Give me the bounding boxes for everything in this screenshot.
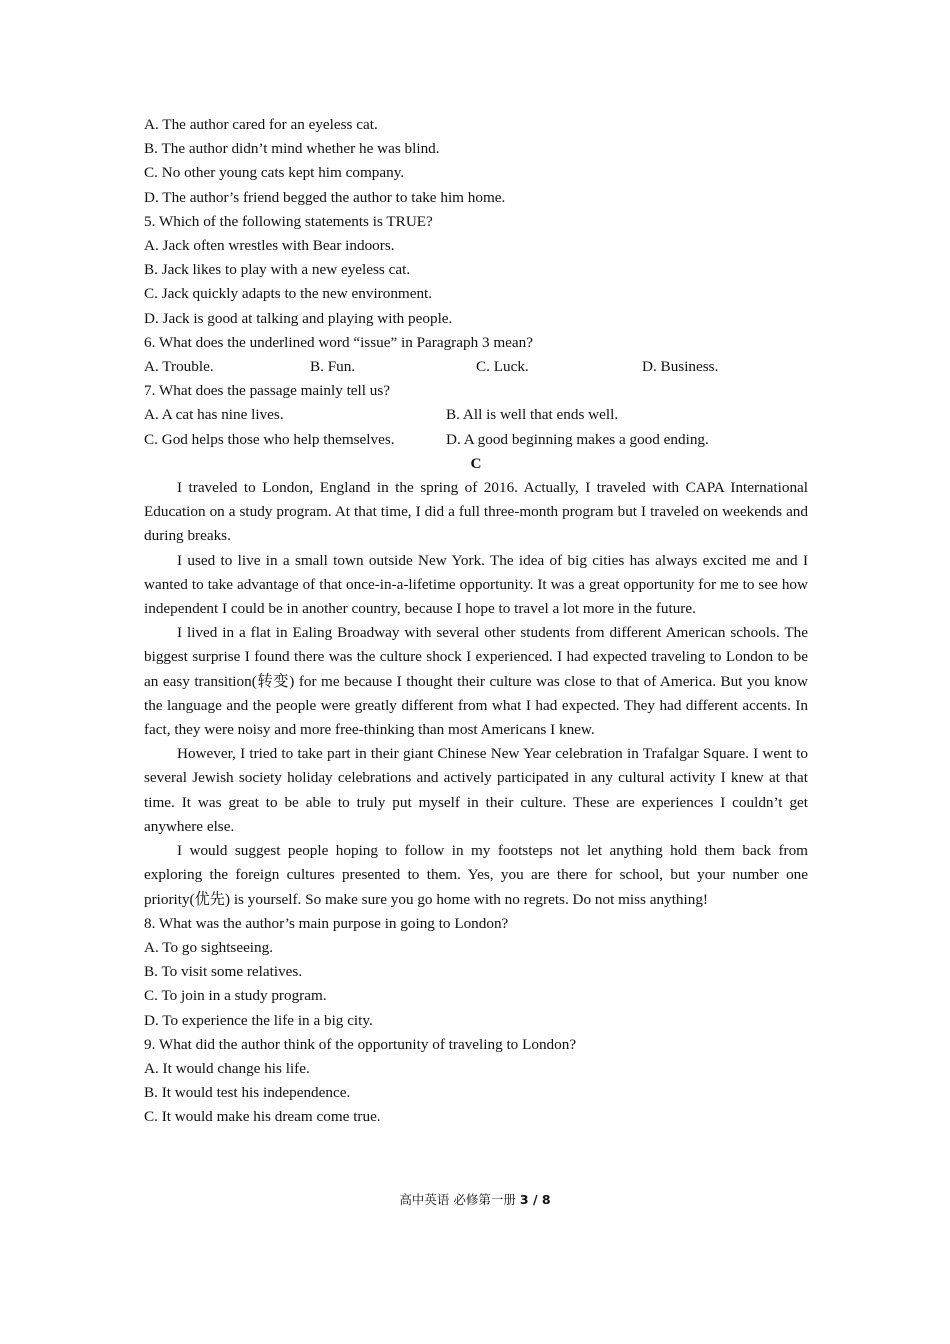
- q7-options-row1: [144, 403, 808, 427]
- q6-option-c: C. Luck.: [476, 358, 529, 376]
- q9-option-b: B. It would test his independence.: [144, 1084, 351, 1102]
- q7-options-row2: [144, 428, 808, 452]
- q5-question: 5. Which of the following statements is TRUE?: [144, 212, 433, 230]
- q4-option-c: C. No other young cats kept him company.: [144, 164, 405, 182]
- q8-option-b: B. To visit some relatives.: [144, 963, 303, 981]
- q7-question: 7. What does the passage mainly tell us?: [144, 382, 391, 400]
- q9-option-c: C. It would make his dream come true.: [144, 1108, 381, 1126]
- q9-question: 9. What did the author think of the opportunity of traveling to London?: [144, 1035, 577, 1053]
- q7-option-c: C. God helps those who help themselves.: [144, 430, 395, 448]
- q8-question: 8. What was the author’s main purpose in going to London?: [144, 914, 509, 932]
- q4-option-a: A. The author cared for an eyeless cat.: [144, 116, 378, 133]
- q7-option-a: A. A cat has nine lives.: [144, 406, 284, 424]
- q8-option-a: A. To go sightseeing.: [144, 938, 274, 956]
- page-number: 3 / 8: [519, 1192, 551, 1207]
- q4-option-b: B. The author didn’t mind whether he was blind.: [144, 140, 440, 158]
- q6-question: 6. What does the underlined word “issue” in Paragraph 3 mean?: [144, 333, 533, 351]
- q8-option-d: D. To experience the life in a big city.: [144, 1011, 373, 1029]
- passage-paragraph: I lived in a flat in Ealing Broadway with several other students from different American schools. The biggest surprise I found there was the culture shock I experienced. I had expected traveling to London to be an easy transition(转变) for me because I thought their culture was close to that of America. But you know the language and the people were greatly different from what I had expected. They had different accents. In fact, they were noisy and more free-thinking than most Americans I knew.: [144, 624, 808, 739]
- document-page: [144, 113, 808, 1130]
- passage-paragraph: I used to live in a small town outside New York. The idea of big cities has always excited me and I wanted to take advantage of that once-in-a-lifetime opportunity. It was a great opportunity for me to see how independent I could be in another country, because I hope to travel a lot more in the future.: [144, 551, 808, 618]
- section-c-title: C: [470, 454, 482, 472]
- q5-option-d: D. Jack is good at talking and playing with people.: [144, 309, 453, 327]
- q6-option-a: A. Trouble.: [144, 358, 214, 376]
- footer-book-title: 高中英语 必修第一册: [399, 1192, 516, 1207]
- q6-option-b: B. Fun.: [310, 358, 356, 376]
- q5-option-b: B. Jack likes to play with a new eyeless cat.: [144, 261, 411, 279]
- page-footer: [0, 1190, 950, 1208]
- q7-option-d: D. A good beginning makes a good ending.: [446, 430, 709, 448]
- passage-paragraph: I traveled to London, England in the spring of 2016. Actually, I traveled with CAPA International Education on a study program. At that time, I did a full three-month program but I traveled on weekends and during breaks.: [144, 479, 808, 545]
- passage-paragraph: However, I tried to take part in their giant Chinese New Year celebration in Trafalgar Square. I went to several Jewish society holiday celebrations and actively participated in any cultural activity I knew at that time. It was great to be able to truly put myself in their culture. These are experiences I couldn’t get anywhere else.: [144, 745, 808, 835]
- q6-option-d: D. Business.: [642, 358, 719, 376]
- q7-option-b: B. All is well that ends well.: [446, 406, 619, 424]
- q5-option-c: C. Jack quickly adapts to the new environment.: [144, 285, 433, 303]
- q5-option-a: A. Jack often wrestles with Bear indoors.: [144, 237, 395, 255]
- q4-option-d: D. The author’s friend begged the author to take him home.: [144, 188, 506, 206]
- q8-option-c: C. To join in a study program.: [144, 987, 327, 1005]
- passage-paragraph: I would suggest people hoping to follow in my footsteps not let anything hold them back from exploring the foreign cultures presented to them. Yes, you are there for school, but your number one priority(优先) is yourself. So make sure you go home with no regrets. Do not miss anything!: [144, 842, 808, 908]
- q6-options: [144, 355, 808, 379]
- q9-option-a: A. It would change his life.: [144, 1059, 310, 1077]
